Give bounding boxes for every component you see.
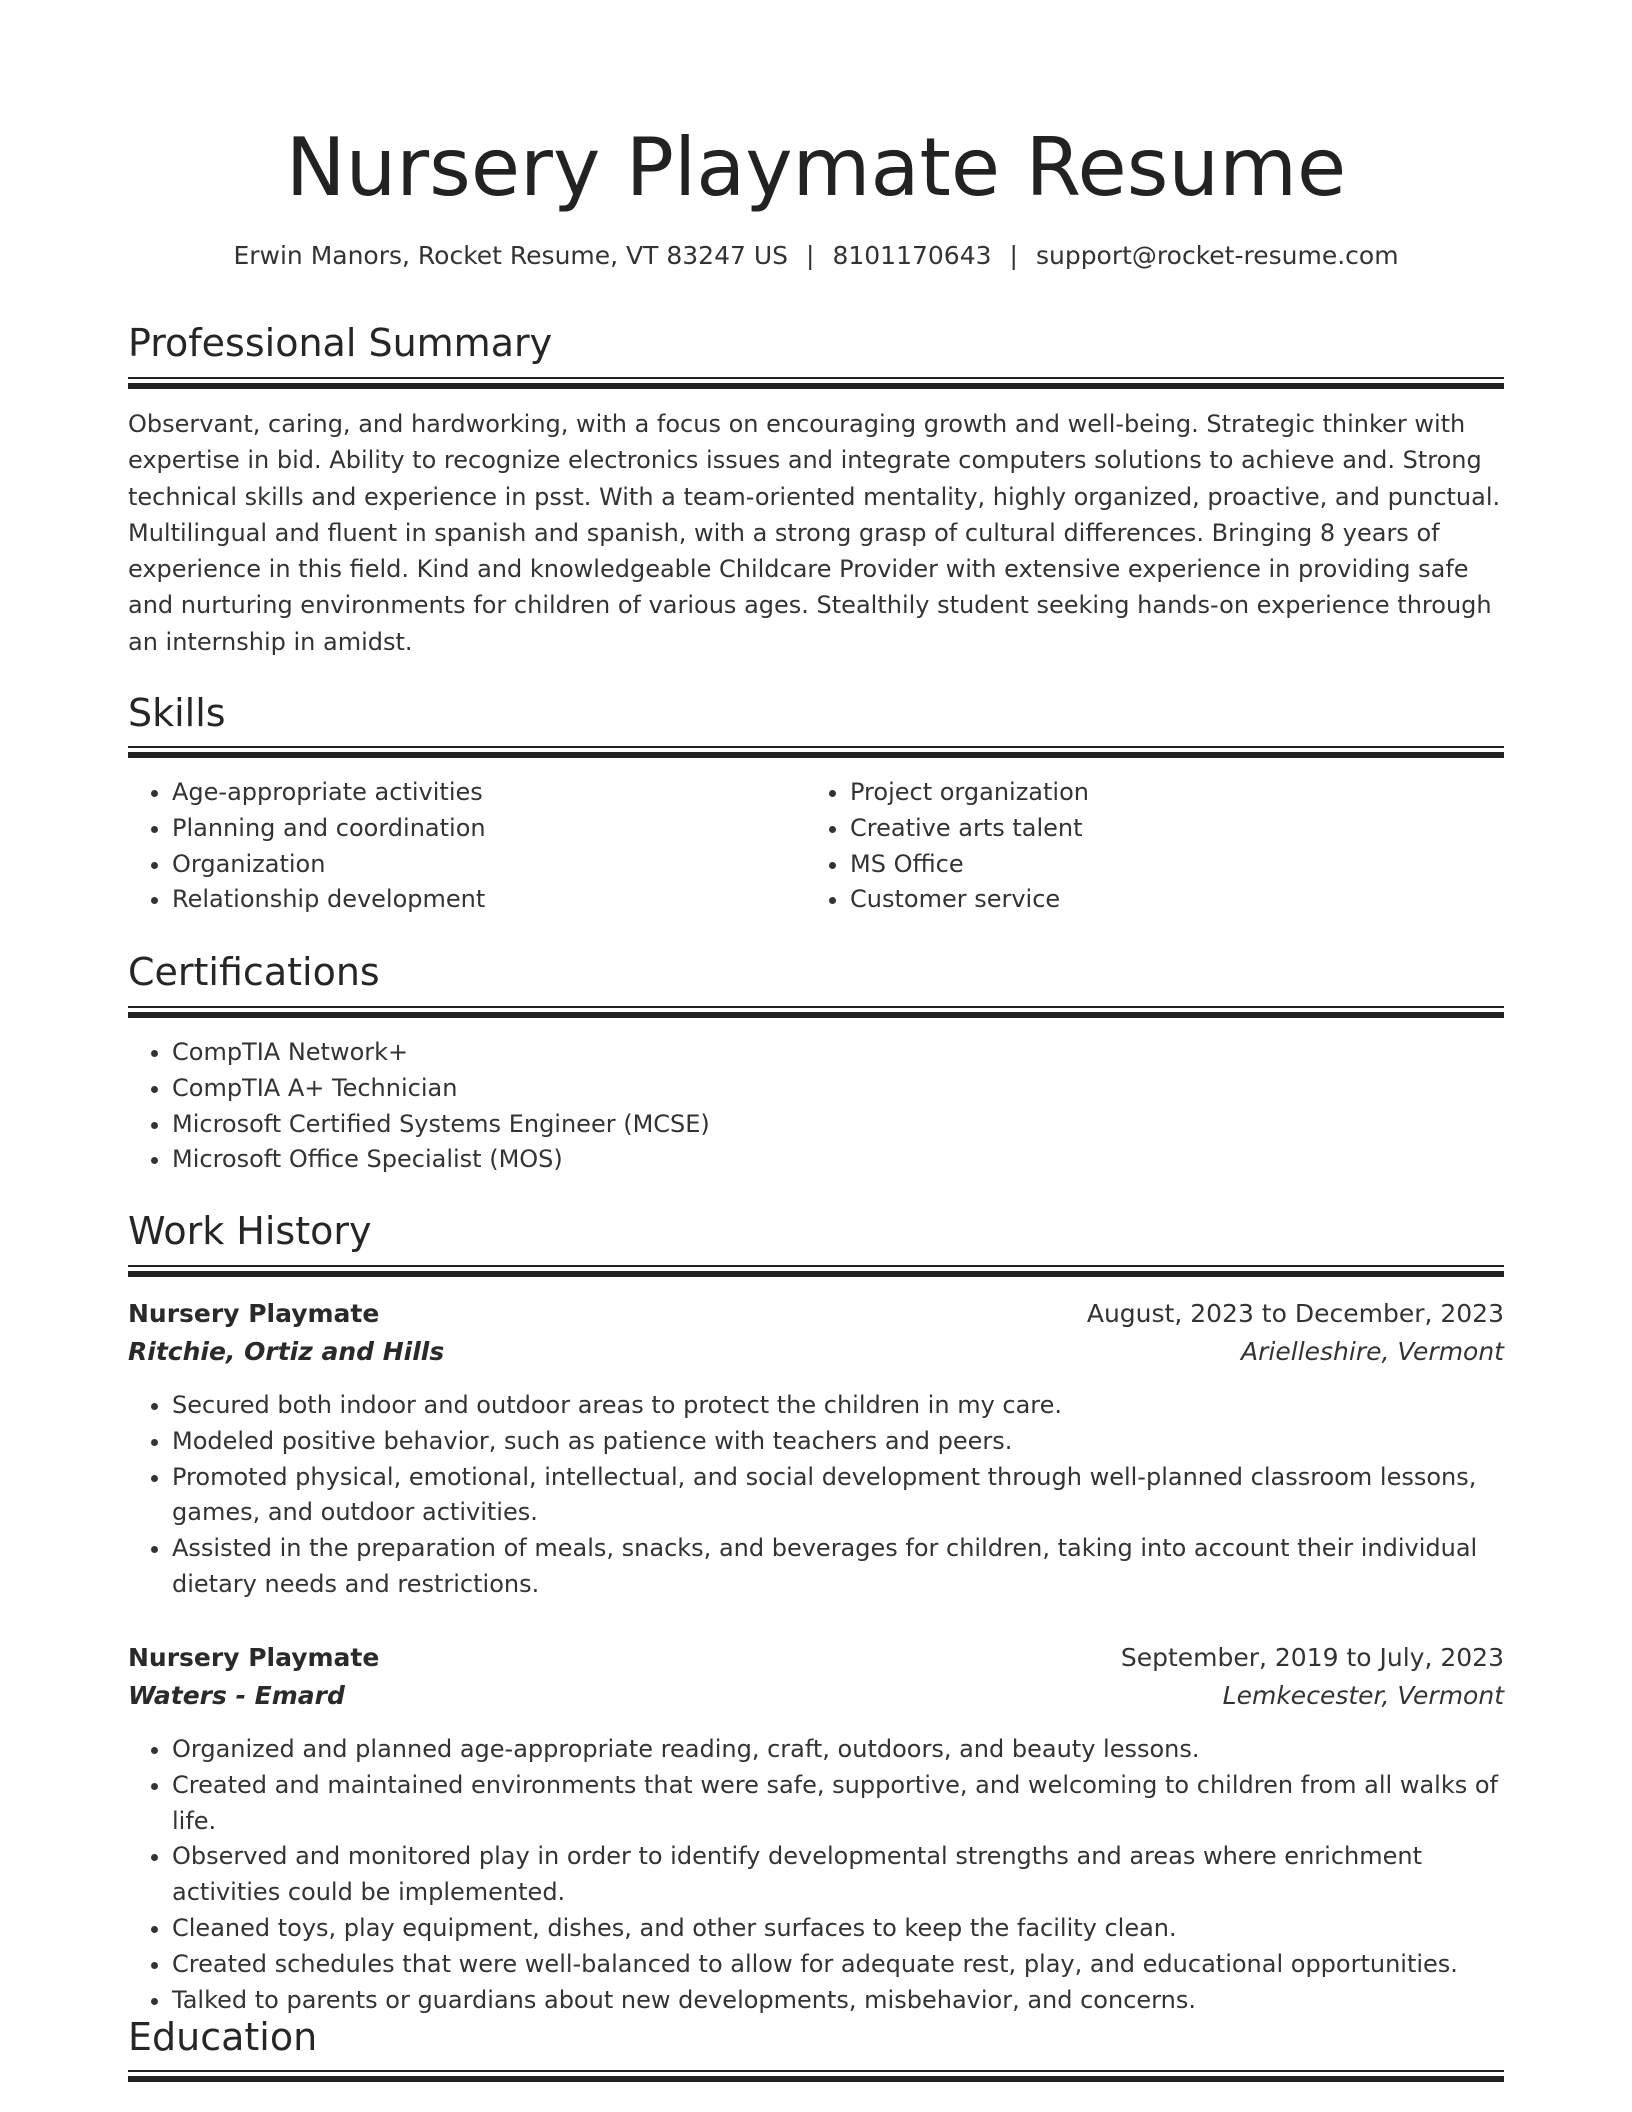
certification-item: • CompTIA Network+ (172, 1035, 1472, 1071)
skill-item: • Planning and coordination (172, 811, 792, 847)
job-duty-item: • Assisted in the preparation of meals, snacks, and beverages for children, taking into account their individual dietary needs and restrictions. (172, 1531, 1504, 1603)
skills-list-left (128, 775, 792, 918)
job-location: Lemkecester, Vermont (1222, 1681, 1504, 1710)
job-duty-item: • Promoted physical, emotional, intellectual, and social development through well-planned classroom lessons, games, and outdoor activities. (172, 1460, 1504, 1532)
certification-item: • Microsoft Office Specialist (MOS) (172, 1142, 1472, 1178)
certifications-list (128, 1035, 1472, 1178)
certification-item: • Microsoft Certified Systems Engineer (MCSE) (172, 1107, 1472, 1143)
job-duty-item: • Created schedules that were well-balanced to allow for adequate rest, play, and educational opportunities. (172, 1947, 1504, 1983)
contact-email[interactable]: support@rocket-resume.com (1035, 241, 1399, 270)
skill-item: • MS Office (850, 847, 1470, 883)
contact-line (128, 238, 1504, 274)
contact-separator: | (1009, 241, 1018, 270)
skill-item: • Relationship development (172, 882, 792, 918)
job-company: Waters - Emard (128, 1681, 345, 1710)
job-duty-item: • Created and maintained environments that were safe, supportive, and welcoming to children from all walks of life. (172, 1768, 1504, 1840)
job-title: Nursery Playmate (128, 1299, 380, 1328)
summary-heading: Professional Summary (128, 321, 553, 365)
skill-item: • Creative arts talent (850, 811, 1470, 847)
skill-item: • Organization (172, 847, 792, 883)
section-divider (128, 2070, 1504, 2082)
section-divider (128, 377, 1504, 389)
skills-list-right (806, 775, 1470, 918)
skill-item: • Project organization (850, 775, 1470, 811)
work-history-heading: Work History (128, 1209, 372, 1253)
job-title: Nursery Playmate (128, 1643, 380, 1672)
job-duty-item: • Secured both indoor and outdoor areas to protect the children in my care. (172, 1388, 1504, 1424)
skills-heading: Skills (128, 691, 226, 735)
contact-separator: | (806, 241, 815, 270)
education-heading: Education (128, 2015, 318, 2059)
summary-text: Observant, caring, and hardworking, with a focus on encouraging growth and well-being. Strategic thinker with expertise in bid. Ability to recognize electronics issues and integrate computers solutions to achieve and. Strong technical skills and experience in psst. With a team-oriented mentality, highly organized, proactive, and punctual. Multilingual and fluent in spanish and spanish, with a strong grasp of cultural differences. Bringing 8 years of experience in this field. Kind and knowledgeable Childcare Provider with extensive experience in providing safe and nurturing environments for children of various ages. Stealthily student seeking hands-on experience through an internship in amidst. (128, 410, 1501, 656)
job-duty-item: • Organized and planned age-appropriate reading, craft, outdoors, and beauty lessons. (172, 1732, 1504, 1768)
job-dates: September, 2019 to July, 2023 (1120, 1643, 1504, 1672)
section-divider (128, 746, 1504, 758)
resume-title: Nursery Playmate Resume (285, 121, 1347, 214)
job-location: Arielleshire, Vermont (1241, 1337, 1504, 1366)
job-duty-item: • Cleaned toys, play equipment, dishes, and other surfaces to keep the facility clean. (172, 1911, 1504, 1947)
job-company: Ritchie, Ortiz and Hills (128, 1337, 445, 1366)
job-duties-list (128, 1732, 1504, 2018)
contact-address: Erwin Manors, Rocket Resume, VT 83247 US (233, 241, 789, 270)
section-divider (128, 1006, 1504, 1018)
job-duty-item: • Observed and monitored play in order to identify developmental strengths and areas where enrichment activities could be implemented. (172, 1839, 1504, 1911)
job-dates: August, 2023 to December, 2023 (1086, 1299, 1504, 1328)
job-duties-list (128, 1388, 1504, 1603)
skill-item: • Age-appropriate activities (172, 775, 792, 811)
section-divider (128, 1265, 1504, 1277)
certifications-heading: Certifications (128, 950, 380, 994)
certification-item: • CompTIA A+ Technician (172, 1071, 1472, 1107)
job-duty-item: • Talked to parents or guardians about new developments, misbehavior, and concerns. (172, 1983, 1504, 2019)
contact-phone: 8101170643 (832, 241, 992, 270)
skill-item: • Customer service (850, 882, 1470, 918)
job-duty-item: • Modeled positive behavior, such as patience with teachers and peers. (172, 1424, 1504, 1460)
